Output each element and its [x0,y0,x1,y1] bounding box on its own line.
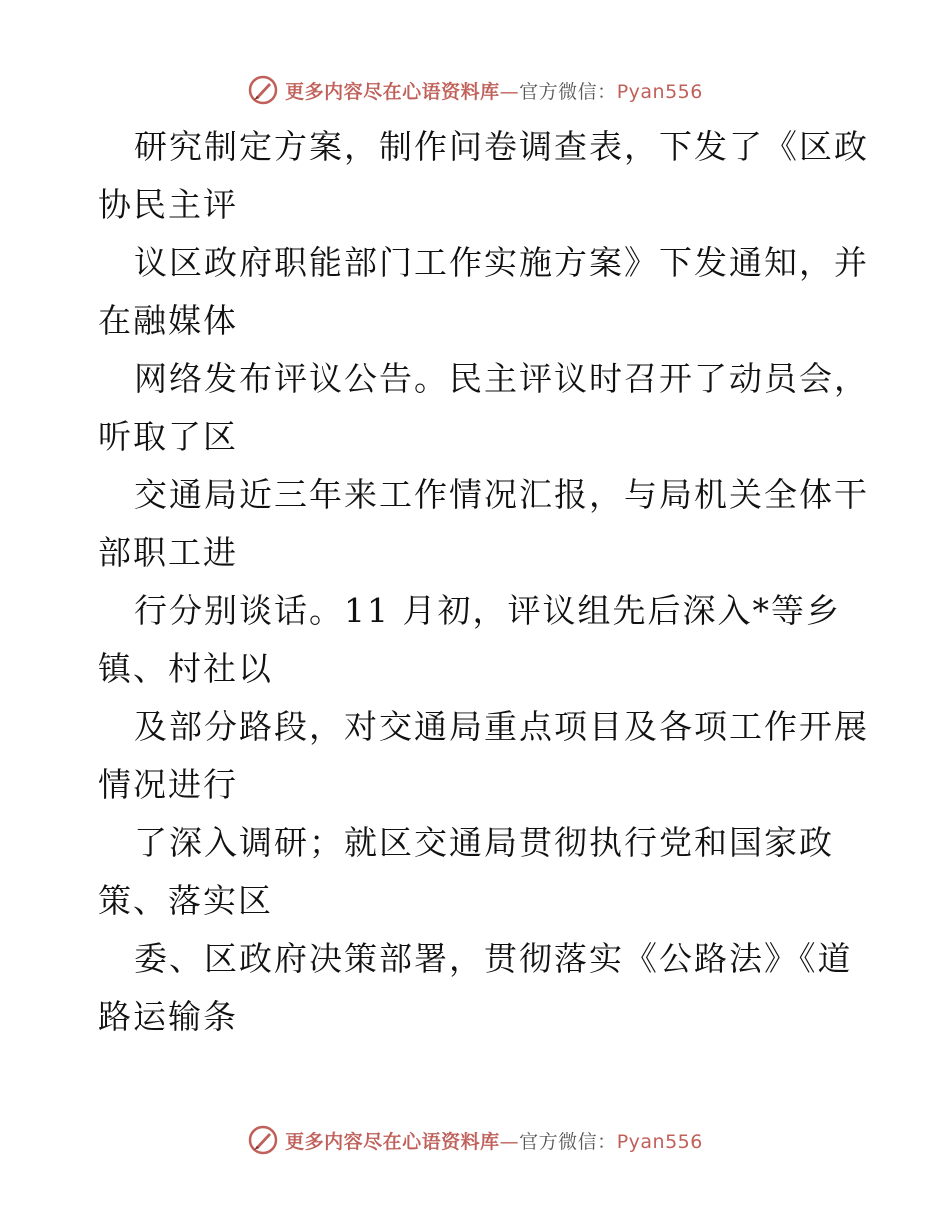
watermark-brand: 更多内容尽在心语资料库 [285,1130,500,1153]
watermark-text [285,77,703,104]
watermark-text [285,1127,703,1154]
watermark-wechat-label: 官方微信： [519,1130,617,1153]
watermark-brand: 更多内容尽在心语资料库 [285,80,500,103]
watermark-wechat-id: Pyan556 [616,80,703,103]
text-line: 及部分路段，对交通局重点项目及各项工作开展 [134,707,869,746]
text-line: 委、区政府决策部署，贯彻落实《公路法》《道 [134,939,853,978]
text-line: 在融媒体 [98,301,238,340]
text-line: 交通局近三年来工作情况汇报，与局机关全体干 [134,475,869,514]
watermark-dash: — [499,1130,520,1153]
quill-pen-icon [247,1124,279,1156]
watermark-wechat-label: 官方微信： [519,80,617,103]
text-line: 协民主评 [98,185,238,224]
text-line: 网络发布评议公告。民主评议时召开了动员会， [134,359,869,398]
watermark-dash: — [499,80,520,103]
text-line: 路运输条 [98,997,238,1036]
text-line: 了深入调研；就区交通局贯彻执行党和国家政 [134,823,834,862]
text-line: 议区政府职能部门工作实施方案》下发通知，并 [134,243,869,282]
text-line: 镇、村社以 [98,649,273,688]
quill-pen-icon [247,74,279,106]
document-body [98,118,869,1046]
footer-watermark [0,1120,950,1160]
watermark-wechat-id: Pyan556 [616,1130,703,1153]
header-watermark [0,70,950,110]
text-line: 策、落实区 [98,881,273,920]
text-line: 情况进行 [98,765,238,804]
text-line: 行分别谈话。11 月初，评议组先后深入*等乡 [134,591,841,630]
text-line: 听取了区 [98,417,238,456]
text-line: 研究制定方案，制作问卷调查表，下发了《区政 [134,127,869,166]
text-line: 部职工进 [98,533,238,572]
